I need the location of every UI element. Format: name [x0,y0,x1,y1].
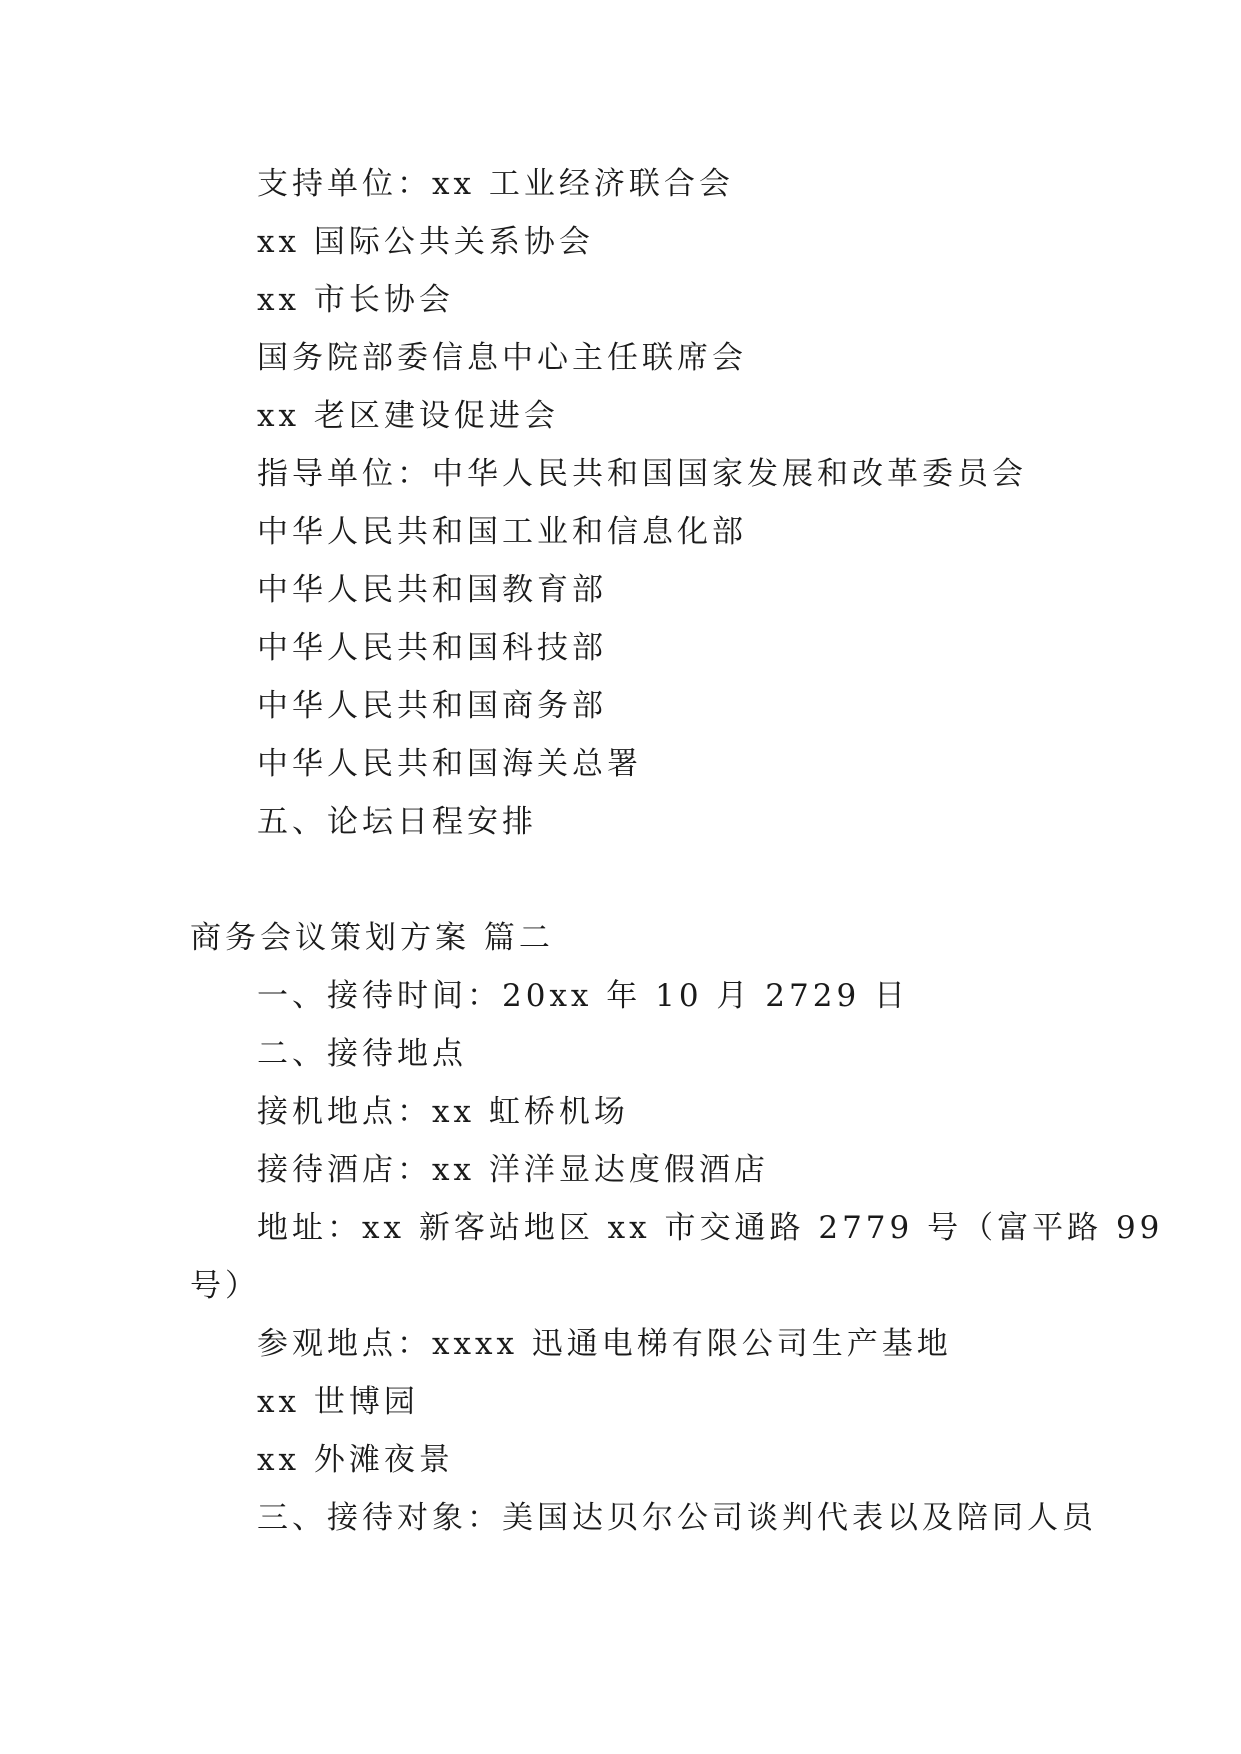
text-line: 中华人民共和国工业和信息化部 [257,514,747,550]
text-line: xx 世博园 [257,1384,419,1420]
text-line: 接机地点：xx 虹桥机场 [257,1094,629,1130]
text-line: 接待酒店：xx 洋洋显达度假酒店 [257,1152,769,1188]
text-line: 参观地点：xxxx 迅通电梯有限公司生产基地 [257,1326,952,1362]
document-title: 商务会议策划方案 篇二 [190,920,554,956]
text-line: 支持单位：xx 工业经济联合会 [257,166,734,202]
text-line: 国务院部委信息中心主任联席会 [257,340,747,376]
text-line: xx 国际公共关系协会 [257,224,594,260]
section-heading: 五、论坛日程安排 [257,804,537,840]
text-line: 中华人民共和国海关总署 [257,746,642,782]
text-line: xx 外滩夜景 [257,1442,454,1478]
text-line: 号） [190,1268,260,1304]
text-line: 地址：xx 新客站地区 xx 市交通路 2779 号（富平路 99 [257,1210,1164,1246]
text-line: 中华人民共和国商务部 [257,688,607,724]
text-line: 指导单位：中华人民共和国国家发展和改革委员会 [257,456,1027,492]
section-heading: 三、接待对象：美国达贝尔公司谈判代表以及陪同人员 [257,1500,1097,1536]
section-heading: 一、接待时间：20xx 年 10 月 2729 日 [257,978,910,1014]
text-line: xx 市长协会 [257,282,454,318]
text-line: 中华人民共和国教育部 [257,572,607,608]
text-line: 中华人民共和国科技部 [257,630,607,666]
section-heading: 二、接待地点 [257,1036,467,1072]
text-line: xx 老区建设促进会 [257,398,559,434]
